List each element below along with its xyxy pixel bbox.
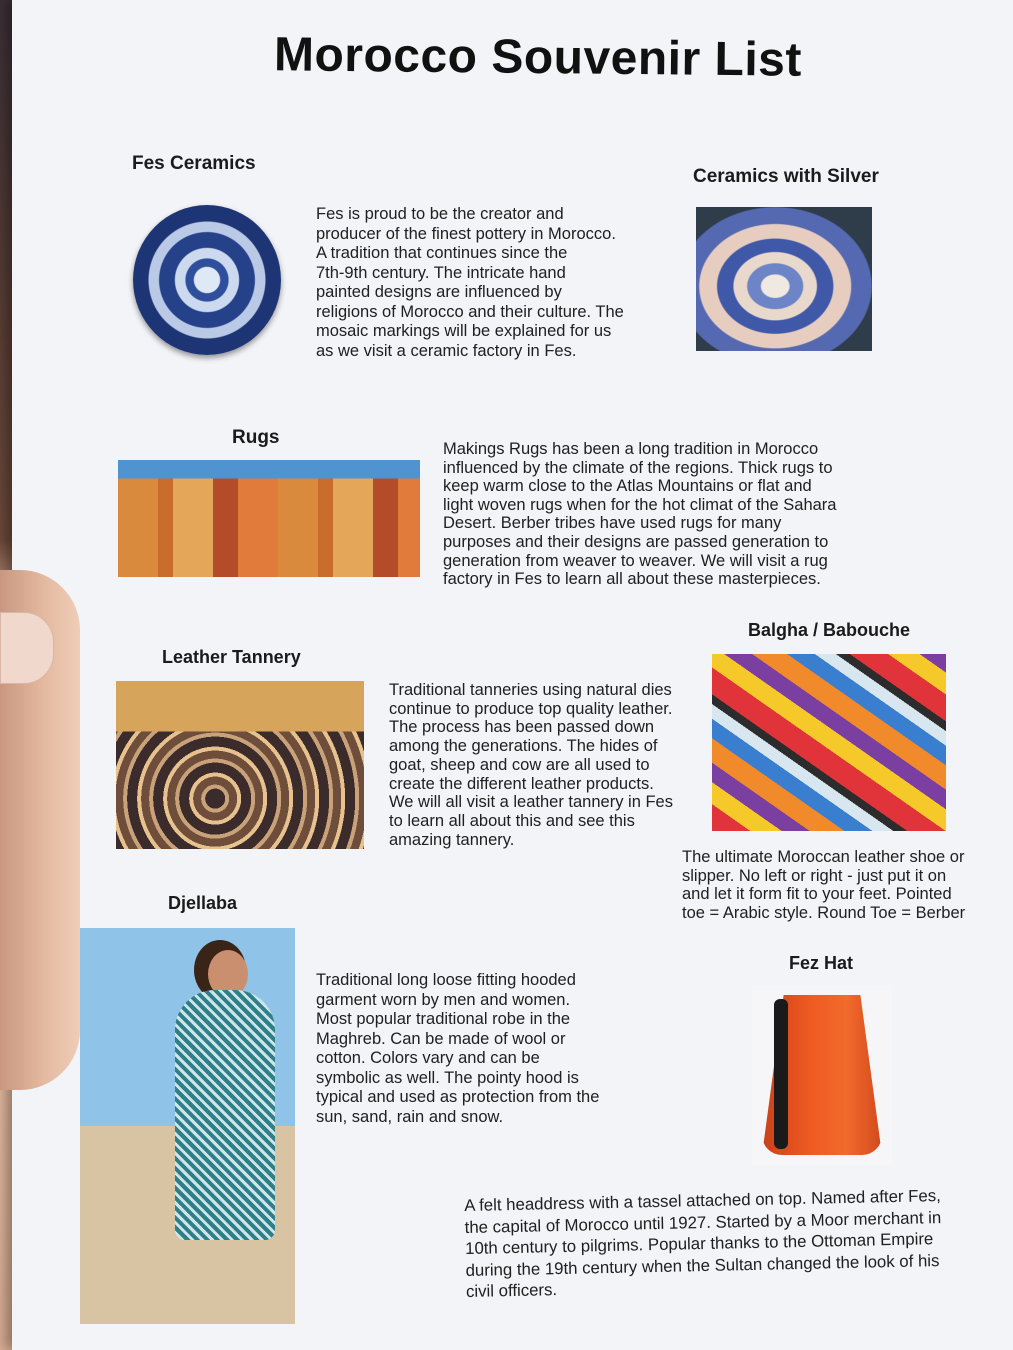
- text-line: purposes and their designs are passed generation to: [443, 532, 829, 551]
- djellaba-text: [316, 971, 636, 1127]
- text-line: Makings Rugs has been a long tradition in Morocco: [443, 440, 819, 458]
- text-line: goat, sheep and cow are all used to: [389, 755, 650, 774]
- ceramics-with-silver-image: [696, 207, 872, 351]
- text-line: Traditional long loose fitting hooded: [316, 971, 576, 989]
- text-line: light woven rugs when for the hot climat of the Sahara: [443, 495, 837, 514]
- text-line: painted designs are influenced by: [316, 283, 562, 301]
- text-line: The process has been passed down: [389, 718, 655, 737]
- text-line: as we visit a ceramic factory in Fes.: [316, 341, 577, 360]
- person-robe: [175, 990, 275, 1240]
- souvenir-list-page: [12, 0, 1013, 1350]
- text-line: Desert. Berber tribes have used rugs for many: [443, 514, 782, 533]
- text-line: A felt headdress with a tassel attached on top. Named after Fes,: [464, 1186, 941, 1215]
- text-line: cotton. Colors vary and can be: [316, 1049, 540, 1067]
- text-line: Fes is proud to be the creator and: [316, 205, 564, 223]
- heading-balgha-babouche: Balgha / Babouche: [748, 620, 911, 640]
- text-line: create the different leather products.: [389, 774, 654, 793]
- fez-tassel: [774, 999, 788, 1149]
- text-line: typical and used as protection from the: [316, 1088, 600, 1106]
- heading-rugs: Rugs: [232, 427, 280, 448]
- text-line: sun, sand, rain and snow.: [316, 1107, 504, 1126]
- text-line: continue to produce top quality leather.: [389, 699, 673, 718]
- heading-fez-hat: Fez Hat: [789, 953, 854, 973]
- djellaba-image: [80, 928, 295, 1324]
- text-line: religions of Morocco and their culture. The: [316, 302, 624, 321]
- text-line: keep warm close to the Atlas Mountains or flat and: [443, 477, 812, 496]
- text-line: Traditional tanneries using natural dies: [389, 681, 672, 699]
- text-line: among the generations. The hides of: [389, 737, 658, 756]
- thumb-nail: [0, 612, 54, 684]
- rugs-text: [443, 440, 883, 589]
- text-line: slipper. No left or right - just put it on: [682, 866, 947, 885]
- page-title: Morocco Souvenir List: [273, 28, 803, 87]
- heading-ceramics-with-silver: Ceramics with Silver: [693, 166, 879, 187]
- leather-tannery-image: [116, 681, 364, 849]
- text-line: mosaic markings will be explained for us: [316, 322, 612, 340]
- text-line: civil officers.: [465, 1280, 558, 1301]
- text-line: symbolic as well. The pointy hood is: [316, 1068, 579, 1087]
- rugs-image: [118, 460, 420, 577]
- text-line: 7th-9th century. The intricate hand: [316, 263, 566, 282]
- text-line: 10th century to pilgrims. Popular thanks to the Ottoman Empire: [464, 1229, 934, 1258]
- text-line: factory in Fes to learn all about these masterpieces.: [443, 570, 821, 589]
- fez-hat-image: [752, 985, 892, 1165]
- babouche-image: [712, 654, 946, 831]
- text-line: the capital of Morocco until 1927. Started by a Moor merchant in: [464, 1207, 942, 1237]
- leather-tannery-text: [389, 681, 689, 849]
- text-line: We will all visit a leather tannery in Fes: [389, 793, 673, 812]
- fez-hat-text: [464, 1184, 986, 1302]
- text-line: amazing tannery.: [389, 830, 515, 849]
- heading-leather-tannery: Leather Tannery: [162, 647, 301, 667]
- text-line: A tradition that continues since the: [316, 244, 568, 262]
- text-line: during the 19th century when the Sultan changed the look of his: [465, 1250, 940, 1280]
- babouche-text: [682, 848, 992, 922]
- text-line: The ultimate Moroccan leather shoe or: [682, 848, 965, 866]
- text-line: Maghreb. Can be made of wool or: [316, 1029, 566, 1048]
- text-line: influenced by the climate of the regions. Thick rugs to: [443, 458, 833, 477]
- text-line: garment worn by men and women.: [316, 990, 571, 1009]
- text-line: producer of the finest pottery in Morocco.: [316, 224, 616, 243]
- text-line: to learn all about this and see this: [389, 811, 635, 830]
- fes-ceramics-image: [133, 205, 281, 355]
- fes-ceramics-text: [316, 205, 676, 361]
- text-line: and let it form fit to your feet. Pointed: [682, 885, 952, 904]
- heading-djellaba: Djellaba: [168, 893, 238, 913]
- text-line: toe = Arabic style. Round Toe = Berber: [682, 903, 966, 922]
- text-line: generation from weaver to weaver. We will visit a rug: [443, 551, 828, 570]
- heading-fes-ceramics: Fes Ceramics: [132, 153, 256, 174]
- text-line: Most popular traditional robe in the: [316, 1010, 571, 1028]
